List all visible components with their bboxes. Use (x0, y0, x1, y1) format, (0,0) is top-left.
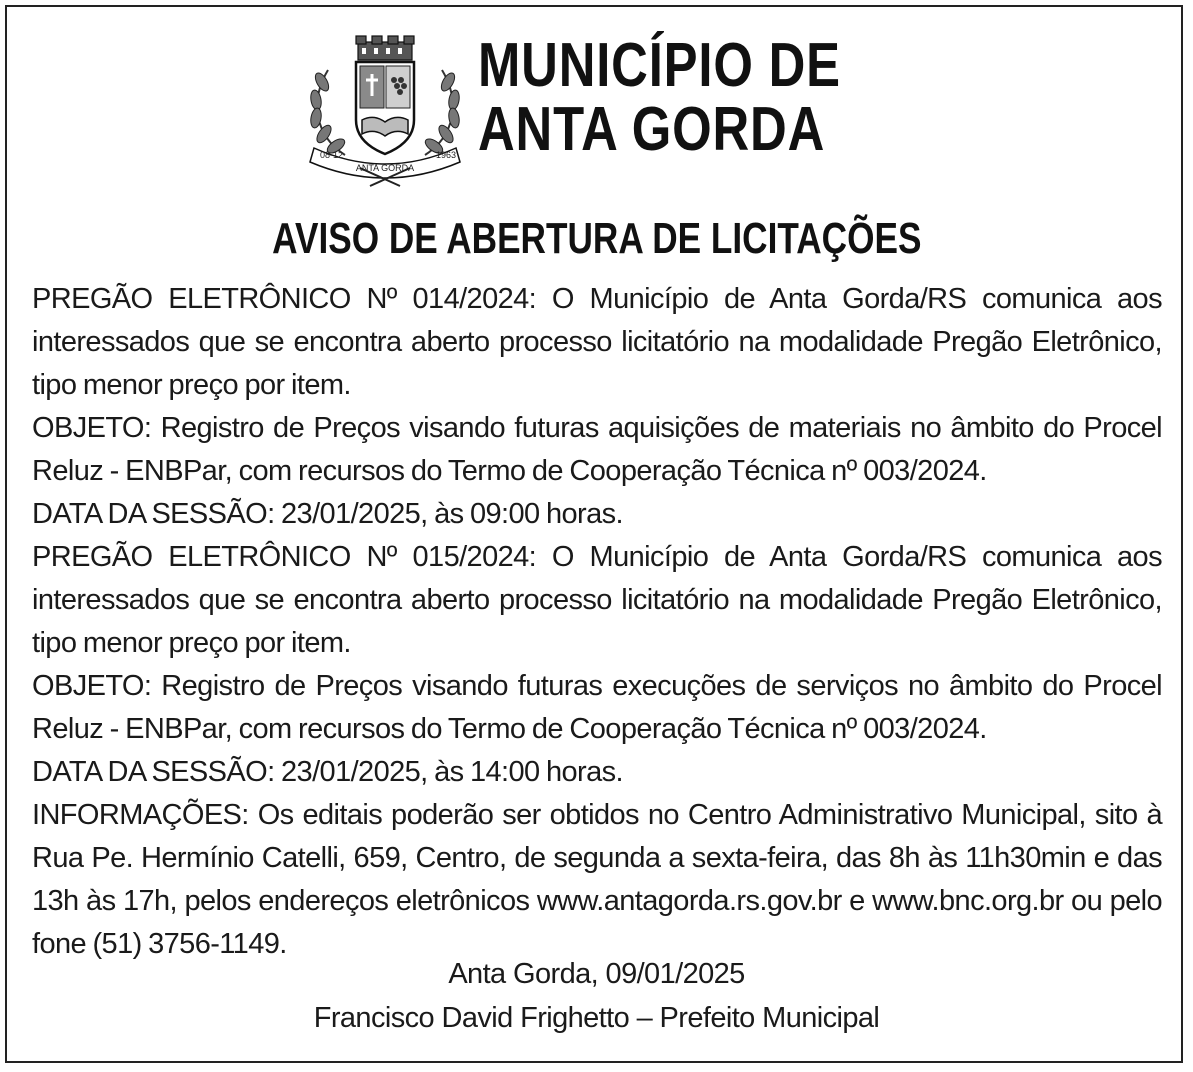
header (300, 30, 900, 190)
title-line-2: ANTA GORDA (478, 95, 826, 164)
paragraph-pregao-015: PREGÃO ELETRÔNICO Nº 015/2024: O Município de Anta Gorda/RS comunica aos interessados que se encontra aberto processo licitatório na modalidade Pregão Eletrônico, tipo menor preço por item. (32, 541, 1162, 659)
paragraph-objeto-015: OBJETO: Registro de Preços visando futuras execuções de serviços no âmbito do Procel Reluz - ENBPar, com recursos do Termo de Cooperação Técnica nº 003/2024. (32, 670, 1162, 745)
paragraph-data-sessao-015: DATA DA SESSÃO: 23/01/2025, às 14:00 horas. (32, 756, 623, 788)
title-line-1: MUNICÍPIO DE (478, 31, 841, 100)
notice-title-text: AVISO DE ABERTURA DE LICITAÇÕES (271, 214, 922, 263)
coat-left-date: 08-12 (320, 150, 344, 160)
notice-body (32, 278, 1162, 966)
coat-right-date: 1963 (436, 150, 457, 160)
coat-of-arms-icon (300, 30, 470, 190)
signature-block (0, 952, 1193, 1040)
signature-line: Francisco David Frighetto – Prefeito Municipal (313, 1002, 880, 1034)
paragraph-informacoes: INFORMAÇÕES: Os editais poderão ser obtidos no Centro Administrativo Municipal, sito à Rua Pe. Hermínio Catelli, 659, Centro, de segunda a sexta-feira, das 8h às 11h30min e das 13h às 17h, pelos endereços eletrônicos www.antagorda.rs.gov.br e www.bnc.org.br ou pelo fone (51) 3756-1149. (32, 799, 1162, 960)
place-date: Anta Gorda, 09/01/2025 (448, 958, 745, 990)
notice-title (0, 214, 1193, 264)
paragraph-objeto-014: OBJETO: Registro de Preços visando futuras aquisições de materiais no âmbito do Procel Reluz - ENBPar, com recursos do Termo de Cooperação Técnica nº 003/2024. (32, 412, 1162, 487)
municipality-title (478, 31, 841, 164)
coat-ribbon-text: ANTA GORDA (355, 163, 415, 173)
paragraph-pregao-014: PREGÃO ELETRÔNICO Nº 014/2024: O Município de Anta Gorda/RS comunica aos interessados que se encontra aberto processo licitatório na modalidade Pregão Eletrônico, tipo menor preço por item. (32, 283, 1162, 401)
paragraph-data-sessao-014: DATA DA SESSÃO: 23/01/2025, às 09:00 horas. (32, 498, 623, 530)
